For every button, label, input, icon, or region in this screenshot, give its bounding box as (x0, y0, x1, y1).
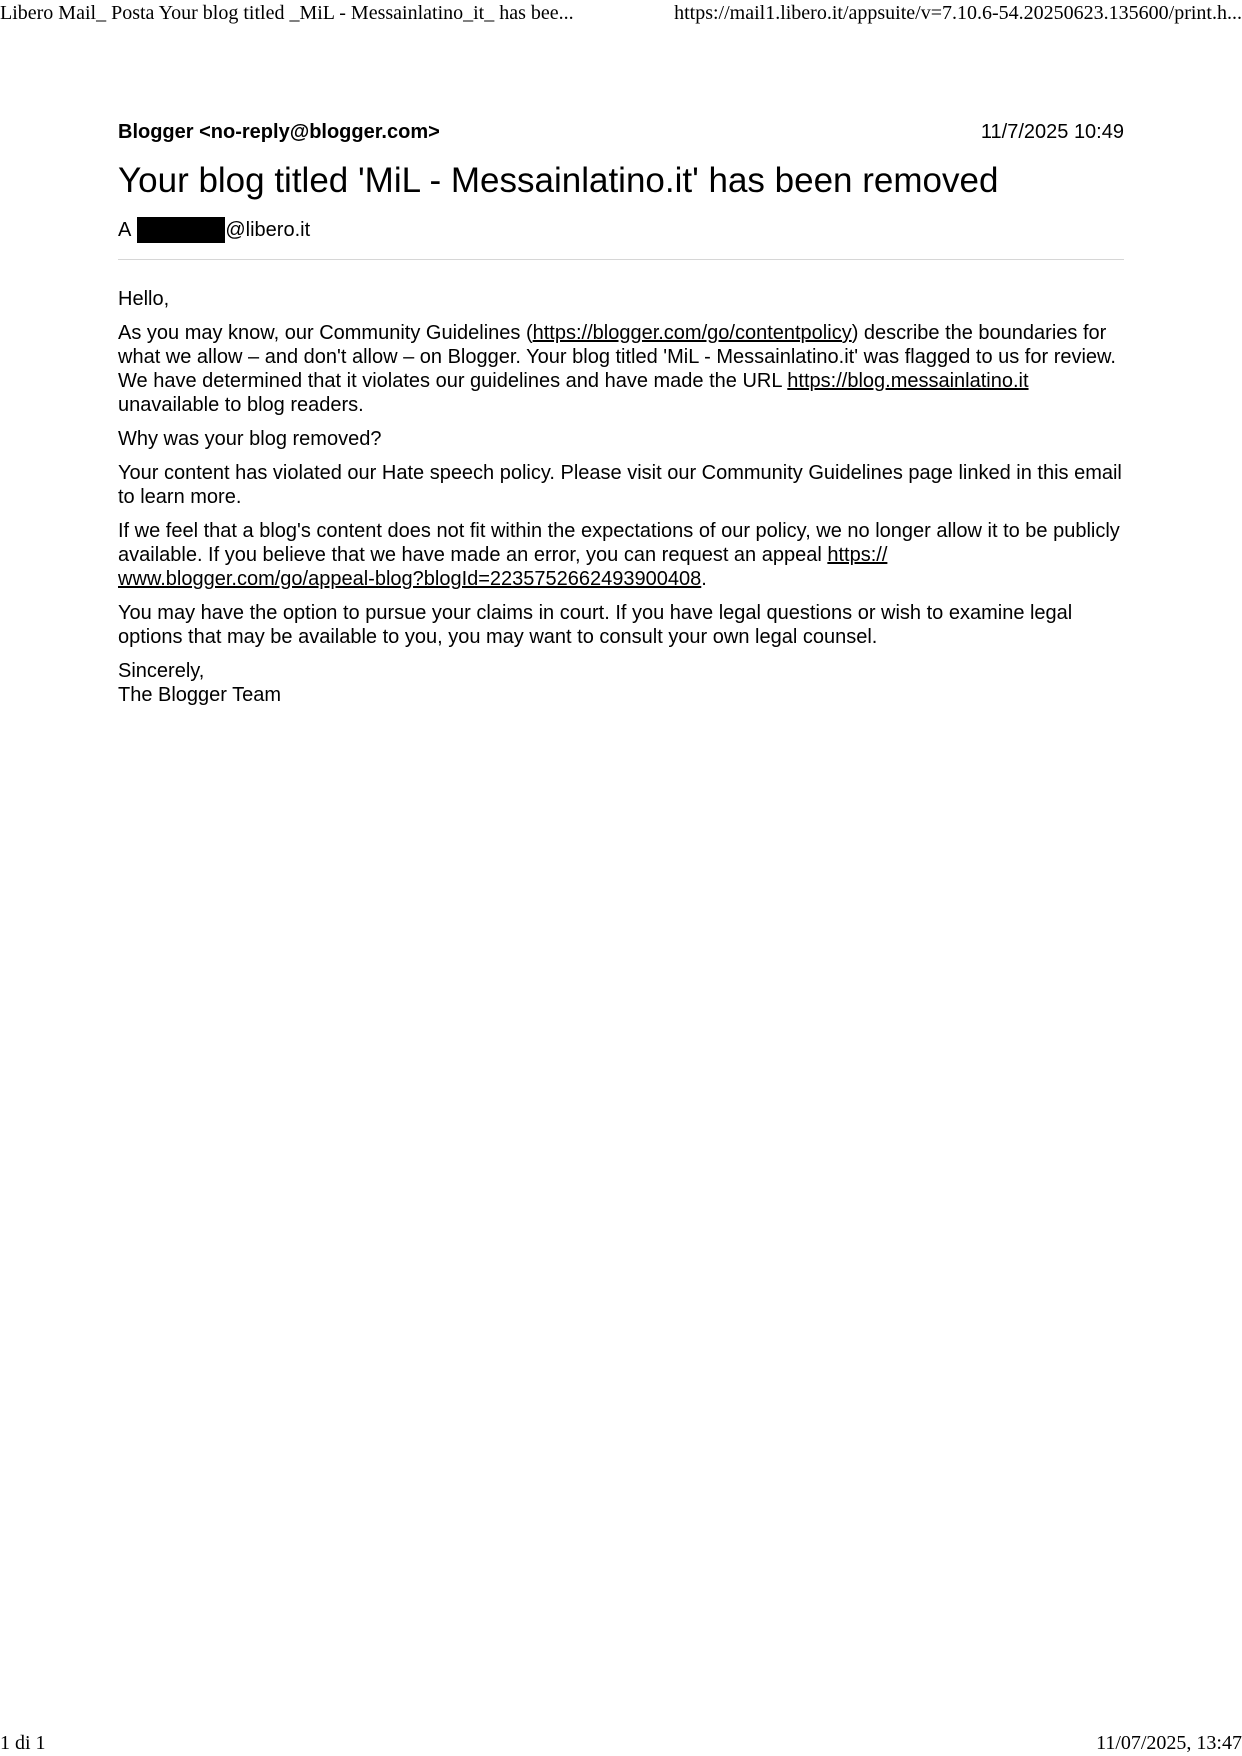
header-divider (118, 259, 1124, 260)
email-sender: Blogger <no-reply@blogger.com> (118, 121, 440, 143)
email-subject: Your blog titled 'MiL - Messainlatino.it' has been removed (118, 161, 999, 200)
redaction-block (137, 217, 225, 243)
print-timestamp: 11/07/2025, 13:47 (1096, 1732, 1242, 1754)
print-page-url: https://mail1.libero.it/appsuite/v=7.10.6-54.20250623.135600/print.h... (674, 2, 1242, 24)
body-greeting: Hello, (118, 288, 170, 310)
closing: Sincerely, (118, 660, 205, 682)
body-paragraph-appeal (118, 519, 1124, 591)
p3-text-before: If we feel that a blog's content does not fit within the expectations of our policy, we no longer allow it to be publicly available. If you believe that we have made an error, you can request an appeal (118, 520, 1120, 566)
content-policy-link[interactable]: https://blogger.com/go/contentpolicy (532, 322, 852, 344)
email-date: 11/7/2025 10:49 (980, 121, 1124, 143)
body-paragraph-violation: Your content has violated our Hate speech policy. Please visit our Community Guidelines page linked in this email to learn more. (118, 462, 1122, 508)
body-signoff (118, 659, 1124, 707)
print-page-title: Libero Mail_ Posta Your blog titled _MiL - Messainlatino_it_ has bee... (0, 2, 574, 24)
recipient-prefix: A (118, 219, 132, 241)
p1-text-before: As you may know, our Community Guidelines ( (118, 322, 533, 344)
signature: The Blogger Team (118, 684, 282, 706)
recipient-domain: @libero.it (225, 219, 311, 241)
body-question: Why was your blog removed? (118, 428, 382, 450)
print-header (0, 2, 1242, 28)
print-footer (0, 1732, 1242, 1756)
appeal-link[interactable]: https:// www.blogger.com/go/appeal-blog?blogId=2235752662493900408 (118, 544, 888, 590)
p1-text-after: unavailable to blog readers. (118, 394, 364, 416)
email-body (118, 287, 1124, 707)
page-count: 1 di 1 (0, 1732, 46, 1754)
body-paragraph-guidelines (118, 321, 1124, 417)
email-message (118, 118, 1124, 717)
p3-text-after: . (701, 568, 707, 590)
email-header (118, 118, 1124, 146)
blog-url-link[interactable]: https://blog.messainlatino.it (787, 370, 1029, 392)
body-paragraph-legal: You may have the option to pursue your claims in court. If you have legal questions or wish to examine legal options that may be available to you, you may want to consult your own legal counsel. (118, 602, 1073, 648)
email-recipient (118, 216, 1124, 244)
p1-text-middle: ) describe the boundaries for what we allow – and don't allow – on Blogger. Your blog titled 'MiL - Messainlatino.it' was flagged to us for review. We have determined that it violates our guidelines and have made the URL (118, 322, 1116, 392)
